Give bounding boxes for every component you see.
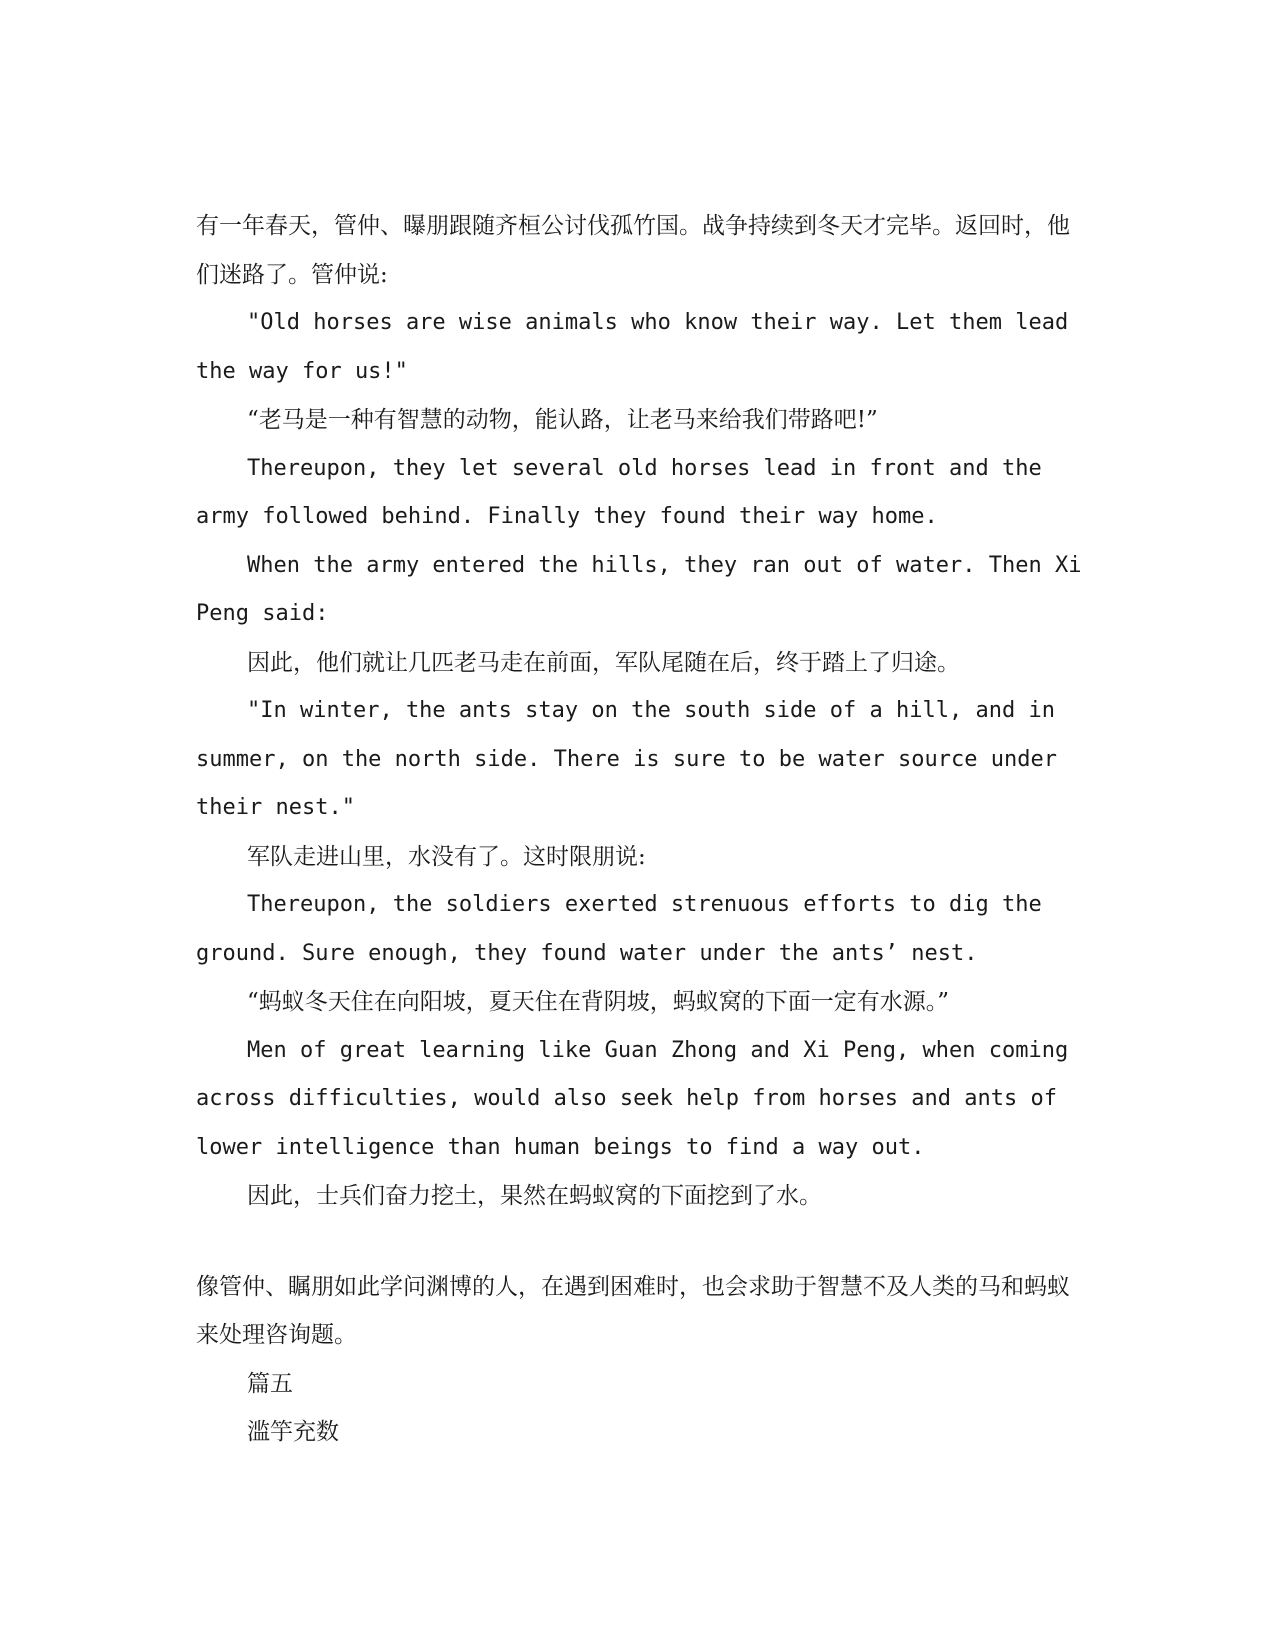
story-title: 滥竽充数	[247, 1419, 339, 1445]
paragraph-old-horses-en: "Old horses are wise animals who know their way. Let them lead the way for us!"	[196, 310, 1069, 384]
paragraph-ran-out-water-cn: 军队走进山里，水没有了。这时限朋说:	[247, 843, 646, 870]
paragraph-ran-out-water-en: When the army entered the hills, they ran out of water. Then Xi Peng said:	[196, 552, 1082, 626]
paragraph-old-horses-cn: “老马是一种有智慧的动物，能认路，让老马来给我们带路吧!”	[247, 407, 878, 433]
paragraph-dig-ground-en: Thereupon, the soldiers exerted strenuous efforts to dig the ground. Sure enough, they found water under the ants’ nest.	[196, 892, 1042, 966]
paragraph-gap	[196, 1221, 1086, 1263]
section-heading: 篇五	[247, 1370, 293, 1397]
paragraph-moral-en: Men of great learning like Guan Zhong and Xi Peng, when coming across difficulties, would also seek help from horses and ants of lower intelligence than human beings to find a way out.	[196, 1037, 1069, 1160]
paragraph-horses-lead-en: Thereupon, they let several old horses lead in front and the army followed behind. Finally they found their way home.	[196, 455, 1042, 529]
paragraph-intro-cn: 有一年春天，管仲、曝朋跟随齐桓公讨伐孤竹国。战争持续到冬天才完毕。返回时，他们迷路了。管仲说:	[196, 213, 1070, 288]
paragraph-ants-en: "In winter, the ants stay on the south side of a hill, and in summer, on the north side. There is sure to be water source under their nest."	[196, 698, 1057, 820]
document-body	[196, 202, 1086, 1457]
paragraph-ants-cn: “蚂蚁冬天住在向阳坡，夏天住在背阴坡，蚂蚁窝的下面一定有水源。”	[247, 989, 950, 1015]
paragraph-moral-cn: 像管仲、瞩朋如此学问渊博的人，在遇到困难时，也会求助于智慧不及人类的马和蚂蚁来处理咨询题。	[196, 1273, 1070, 1348]
paragraph-horses-lead-cn: 因此，他们就让几匹老马走在前面，军队尾随在后，终于踏上了归途。	[247, 649, 960, 676]
paragraph-dig-ground-cn: 因此，士兵们奋力挖土，果然在蚂蚁窝的下面挖到了水。	[247, 1183, 822, 1209]
